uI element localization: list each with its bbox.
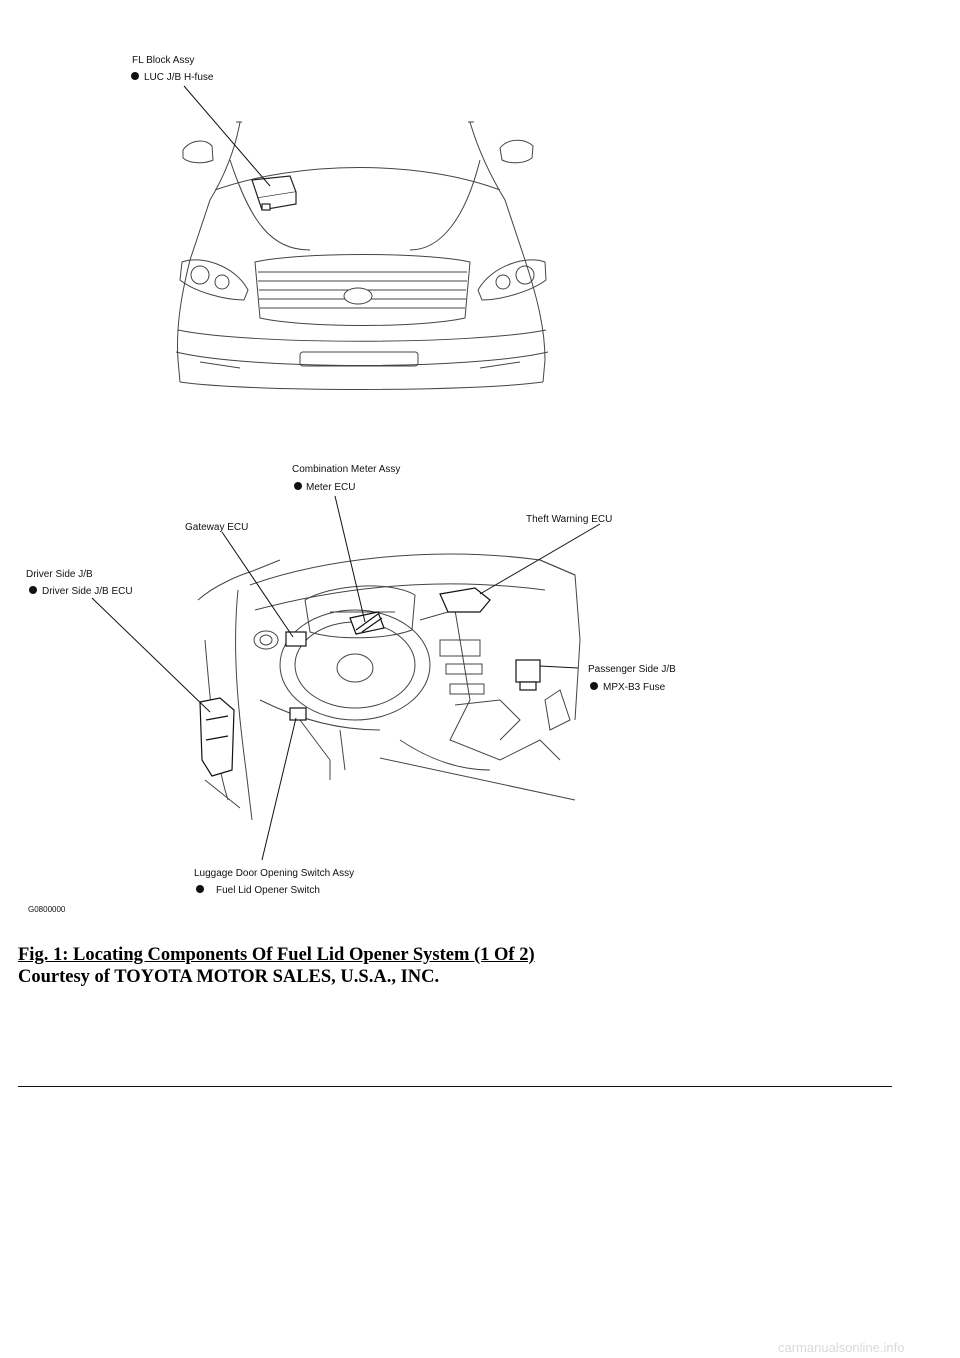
gateway-ecu-label: Gateway ECU [185,522,249,533]
watermark: carmanualsonline.info [778,1340,905,1355]
combination-meter-sub-label: Meter ECU [306,482,356,493]
figure-code: G0800000 [28,905,66,914]
figure-caption [18,944,918,988]
luggage-switch-sub-label: Fuel Lid Opener Switch [216,885,320,896]
courtesy-line: Courtesy of TOYOTA MOTOR SALES, U.S.A., INC. [18,967,440,987]
figure-title: Fig. 1: Locating Components Of Fuel Lid Opener System (1 Of 2) [18,945,535,965]
bullet-icon [29,586,37,594]
fl-block-label: FL Block Assy [132,55,195,66]
passenger-side-label: Passenger Side J/B [588,664,676,675]
passenger-side-sub-label: MPX-B3 Fuse [603,682,666,693]
dashboard-parts [200,588,540,776]
driver-side-label: Driver Side J/B [26,569,93,580]
bullet-icon [590,682,598,690]
combination-meter-label: Combination Meter Assy [292,464,401,475]
luggage-switch-label: Luggage Door Opening Switch Assy [194,868,355,879]
bullet-icon [196,885,204,893]
driver-side-sub-label: Driver Side J/B ECU [42,586,133,597]
fl-block-assy-part [252,176,296,210]
fl-block-sub-label: LUC J/B H-fuse [144,72,214,83]
bullet-icon [131,72,139,80]
theft-warning-label: Theft Warning ECU [526,514,613,525]
bullet-icon [294,482,302,490]
car-front-view [176,122,548,390]
horizontal-rule [18,1086,892,1087]
fl-block-leader-line [184,86,270,186]
